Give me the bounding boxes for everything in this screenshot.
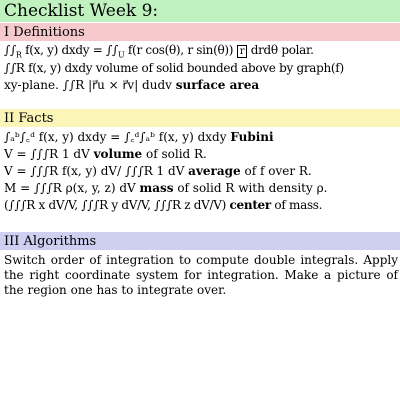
- average-text: V = ∫∫∫R f(x, y) dV/ ∫∫∫R 1 dV: [4, 164, 189, 178]
- boxed-r: r: [237, 45, 247, 58]
- polar-text: drdθ polar.: [250, 43, 314, 57]
- center-suffix: of mass.: [270, 198, 323, 212]
- definition-polar: [4, 43, 398, 62]
- volume-text: V = ∫∫∫R 1 dV: [4, 147, 94, 161]
- facts-header: [0, 109, 400, 127]
- fubini-term: Fubini: [230, 130, 274, 144]
- integrand-text: f(r cos(θ), r sin(θ)): [124, 43, 234, 57]
- mass-term: mass: [139, 181, 174, 195]
- page-title: Checklist Week 9:: [4, 1, 159, 21]
- region-subscript: R: [15, 50, 22, 60]
- average-suffix: of f over R.: [240, 164, 312, 178]
- facts-header-text: II Facts: [4, 110, 54, 126]
- algorithms-header-text: III Algorithms: [4, 233, 97, 249]
- center-term: center: [229, 198, 271, 212]
- algorithms-text: Switch order of integration to compute double integrals. Apply the right coordinate system for integration. Make a picture of the region one has to integrate over.: [4, 253, 398, 297]
- center-text: (∫∫∫R x dV/V, ∫∫∫R y dV/V, ∫∫∫R z dV/V): [4, 198, 230, 212]
- mass-text: M = ∫∫∫R ρ(x, y, z) dV: [4, 181, 140, 195]
- volume-suffix: of solid R.: [142, 147, 207, 161]
- fact-center-of-mass: [4, 198, 398, 213]
- fact-mass: [4, 181, 398, 196]
- fact-average: [4, 164, 398, 179]
- algorithms-header: [0, 232, 400, 250]
- fact-volume: [4, 147, 398, 162]
- title-band: [0, 0, 400, 22]
- definitions-header: [0, 23, 400, 41]
- region-subscript-u: U: [117, 50, 125, 60]
- definitions-header-text: I Definitions: [4, 24, 85, 40]
- surface-area-term: surface area: [175, 78, 260, 92]
- volume-term: volume: [93, 147, 143, 161]
- integral-sign: ∫∫: [4, 43, 16, 57]
- definition-volume: ∫∫R f(x, y) dxdy volume of solid bounded above by graph(f): [4, 61, 344, 75]
- fact-fubini: [4, 130, 398, 145]
- fubini-text: ∫ₐᵇ∫꜀ᵈ f(x, y) dxdy = ∫꜀ᵈ∫ₐᵇ f(x, y) dxdy: [4, 130, 231, 144]
- average-term: average: [188, 164, 241, 178]
- surface-area-text: xy-plane. ∫∫R |r⃗u × r⃗v| dudv: [4, 78, 176, 92]
- mass-suffix: of solid R with density ρ.: [173, 181, 328, 195]
- integral-text: f(x, y) dxdy = ∫∫: [21, 43, 118, 57]
- definition-surface-area: [4, 78, 398, 93]
